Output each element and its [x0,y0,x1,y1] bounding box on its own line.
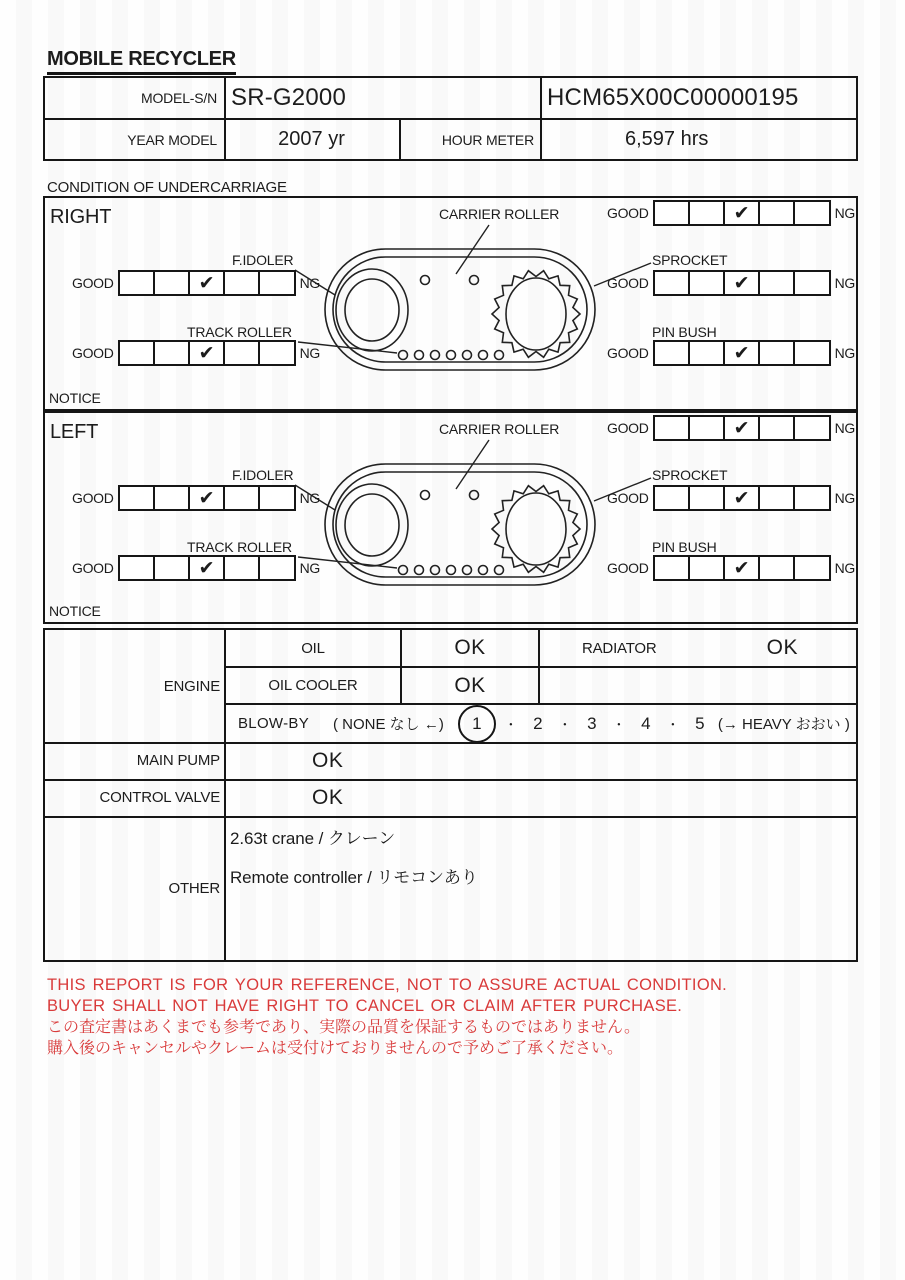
carrier-roller-label: CARRIER ROLLER [439,206,560,222]
main-pump-value: OK [312,748,344,772]
rating-box [688,557,723,579]
rating-box [258,557,293,579]
good-label: GOOD [72,490,114,506]
track-roller-label: TRACK ROLLER [187,539,292,555]
ng-label: NG [299,490,320,506]
carrier-roller-rating [607,415,855,441]
model-sn-label: MODEL-S/N [141,90,217,106]
rating-box [793,487,828,509]
rating-box-checked: ✔ [723,272,758,294]
rating-box [688,342,723,364]
good-label: GOOD [607,420,649,436]
front-idler-outer [336,269,408,351]
rating-box [223,487,258,509]
blow-by-scale-5: 5 [695,713,705,733]
carrier-roller-rating [607,200,855,226]
track-roller-dot [463,351,472,360]
engine-label: ENGINE [163,677,220,695]
rating-box-checked: ✔ [723,342,758,364]
carrier-roller-dot [421,491,430,500]
rating-box [793,272,828,294]
rating-box [655,202,688,224]
rating-box [153,342,188,364]
track-roller-dot [431,566,440,575]
year-value: 2007 yr [278,128,345,150]
track-roller-dot [415,351,424,360]
good-label: GOOD [72,345,114,361]
pin-bush-label: PIN BUSH [652,324,717,340]
ng-label: NG [834,275,855,291]
rating-boxes [653,340,831,366]
track-roller-dot [447,566,456,575]
rating-box [758,342,793,364]
front-idler-outer [336,484,408,566]
notice-label: NOTICE [49,390,101,406]
rating-boxes [118,555,296,581]
rating-boxes [653,270,831,296]
good-label: GOOD [607,275,649,291]
rating-box-checked: ✔ [188,487,223,509]
side-label-left: LEFT [50,421,99,443]
main-pump-label: MAIN PUMP [136,752,220,769]
track-roller-dot [479,351,488,360]
ng-label: NG [834,560,855,576]
rating-box [793,557,828,579]
f-idoler-rating [72,270,320,296]
f-idoler-label: F.IDOLER [232,252,294,268]
rating-box [758,417,793,439]
track-roller-label: TRACK ROLLER [187,324,292,340]
undercarriage-left-box [43,411,858,624]
rating-box [688,272,723,294]
track-roller-dot [399,566,408,575]
rating-box [258,487,293,509]
radiator-value: OK [766,636,798,659]
f-idoler-label: F.IDOLER [232,467,294,483]
disclaimer-line-en-2: BUYER SHALL NOT HAVE RIGHT TO CANCEL OR CLAIM AFTER PURCHASE. [47,997,683,1015]
blow-by-row [226,705,858,742]
carrier-roller-label: CARRIER ROLLER [439,421,560,437]
rating-box [655,342,688,364]
rating-box [655,272,688,294]
track-roller-dot [447,351,456,360]
year-model-label: YEAR MODEL [127,131,217,148]
rating-box-checked: ✔ [188,557,223,579]
oil-cooler-value: OK [454,673,486,697]
ng-label: NG [834,345,855,361]
condition-table [43,628,858,962]
rating-box-checked: ✔ [723,557,758,579]
carrier-roller-dot [470,276,479,285]
track-roller-dot [399,351,408,360]
rating-box-checked: ✔ [188,342,223,364]
track-diagram-right [45,198,856,409]
disclaimer-line-jp-2: 購入後のキャンセルやクレームは受付けておりませんので予めご了承ください。 [47,1040,624,1057]
oil-cooler-label: OIL COOLER [268,677,358,694]
disclaimer-line-jp-1: この査定書はあくまでも参考であり、実際の品質を保証するものではありません。 [47,1019,640,1036]
blow-by-scale-4: 4 [641,713,651,733]
track-roller-dot [495,351,504,360]
rating-box [688,417,723,439]
rating-box [655,487,688,509]
ng-label: NG [299,345,320,361]
rating-box [758,272,793,294]
side-label-right: RIGHT [50,206,112,228]
rating-box [120,272,153,294]
rating-box [793,417,828,439]
notice-label: NOTICE [49,603,101,619]
blow-by-separator: ・ [666,717,680,732]
pin-bush-rating [607,555,855,581]
rating-box-checked: ✔ [188,272,223,294]
rating-boxes [118,485,296,511]
rating-box [688,202,723,224]
radiator-cell [540,630,856,666]
carrier-roller-dot [470,491,479,500]
rating-box [120,557,153,579]
oil-label: OIL [301,639,325,657]
rating-box [120,487,153,509]
blow-by-selected-value: 1 [458,705,496,743]
hour-meter-label: HOUR METER [441,131,534,148]
sprocket-label: SPROCKET [652,467,728,483]
rating-box [655,417,688,439]
good-label: GOOD [72,560,114,576]
sprocket-rating [607,485,855,511]
other-label: OTHER [168,879,220,897]
blow-by-scale-2: 2 [533,713,543,733]
front-idler-inner [345,279,399,341]
track-roller-dot [431,351,440,360]
radiator-label: RADIATOR [582,639,657,657]
rating-box [153,557,188,579]
blow-by-scale-3: 3 [587,713,597,733]
rating-box [688,487,723,509]
track-roller-rating [72,340,320,366]
ng-label: NG [834,490,855,506]
rating-boxes [118,340,296,366]
header-table [43,76,858,161]
rating-box-checked: ✔ [723,202,758,224]
disclaimer-text [47,975,727,1059]
model-value: SR-G2000 [231,84,346,111]
other-line-1: 2.63t crane / クレーン [230,829,396,848]
rating-box [758,487,793,509]
control-valve-value: OK [312,785,344,809]
sprocket-hub [506,493,566,565]
blow-by-heavy-note: (→ HEAVY おおい ) [717,716,850,733]
blow-by-label: BLOW-BY [238,715,310,732]
disclaimer-line-en-1: THIS REPORT IS FOR YOUR REFERENCE, NOT TO ASSURE ACTUAL CONDITION. [47,976,728,994]
track-roller-rating [72,555,320,581]
track-roller-dot [495,566,504,575]
track-roller-dot [479,566,488,575]
rating-box [223,342,258,364]
other-line-2: Remote controller / リモコンあり [230,868,478,887]
rating-boxes [653,200,831,226]
sprocket-hub [506,278,566,350]
good-label: GOOD [607,345,649,361]
good-label: GOOD [607,490,649,506]
rating-box [758,557,793,579]
ng-label: NG [834,205,855,221]
ng-label: NG [299,275,320,291]
rating-boxes [118,270,296,296]
page-title: MOBILE RECYCLER [47,48,236,75]
rating-box [120,342,153,364]
rating-box-checked: ✔ [723,487,758,509]
rating-boxes [653,415,831,441]
f-idoler-rating [72,485,320,511]
rating-box [223,272,258,294]
rating-boxes [653,485,831,511]
pin-bush-rating [607,340,855,366]
blow-by-none-note: ( NONE なし ←) [333,716,444,733]
track-roller-dot [463,566,472,575]
rating-box [153,272,188,294]
carrier-roller-dot [421,276,430,285]
sprocket-label: SPROCKET [652,252,728,268]
rating-box [223,557,258,579]
serial-value: HCM65X00C00000195 [547,84,799,111]
undercarriage-section-title: CONDITION OF UNDERCARRIAGE [47,179,287,196]
rating-box [258,272,293,294]
hour-value: 6,597 hrs [625,128,709,150]
undercarriage-right-box [43,196,858,411]
blow-by-separator: ・ [558,717,572,732]
blow-by-separator: ・ [612,717,626,732]
rating-box [793,202,828,224]
control-valve-label: CONTROL VALVE [99,789,220,806]
rating-boxes [653,555,831,581]
front-idler-inner [345,494,399,556]
pin-bush-label: PIN BUSH [652,539,717,555]
good-label: GOOD [607,205,649,221]
rating-box [258,342,293,364]
rating-box [793,342,828,364]
track-roller-dot [415,566,424,575]
rating-box-checked: ✔ [723,417,758,439]
rating-box [153,487,188,509]
ng-label: NG [834,420,855,436]
good-label: GOOD [72,275,114,291]
rating-box [655,557,688,579]
track-diagram-left [45,413,856,622]
sprocket-rating [607,270,855,296]
rating-box [758,202,793,224]
good-label: GOOD [607,560,649,576]
oil-value: OK [454,636,486,659]
blow-by-separator: ・ [504,717,518,732]
ng-label: NG [299,560,320,576]
